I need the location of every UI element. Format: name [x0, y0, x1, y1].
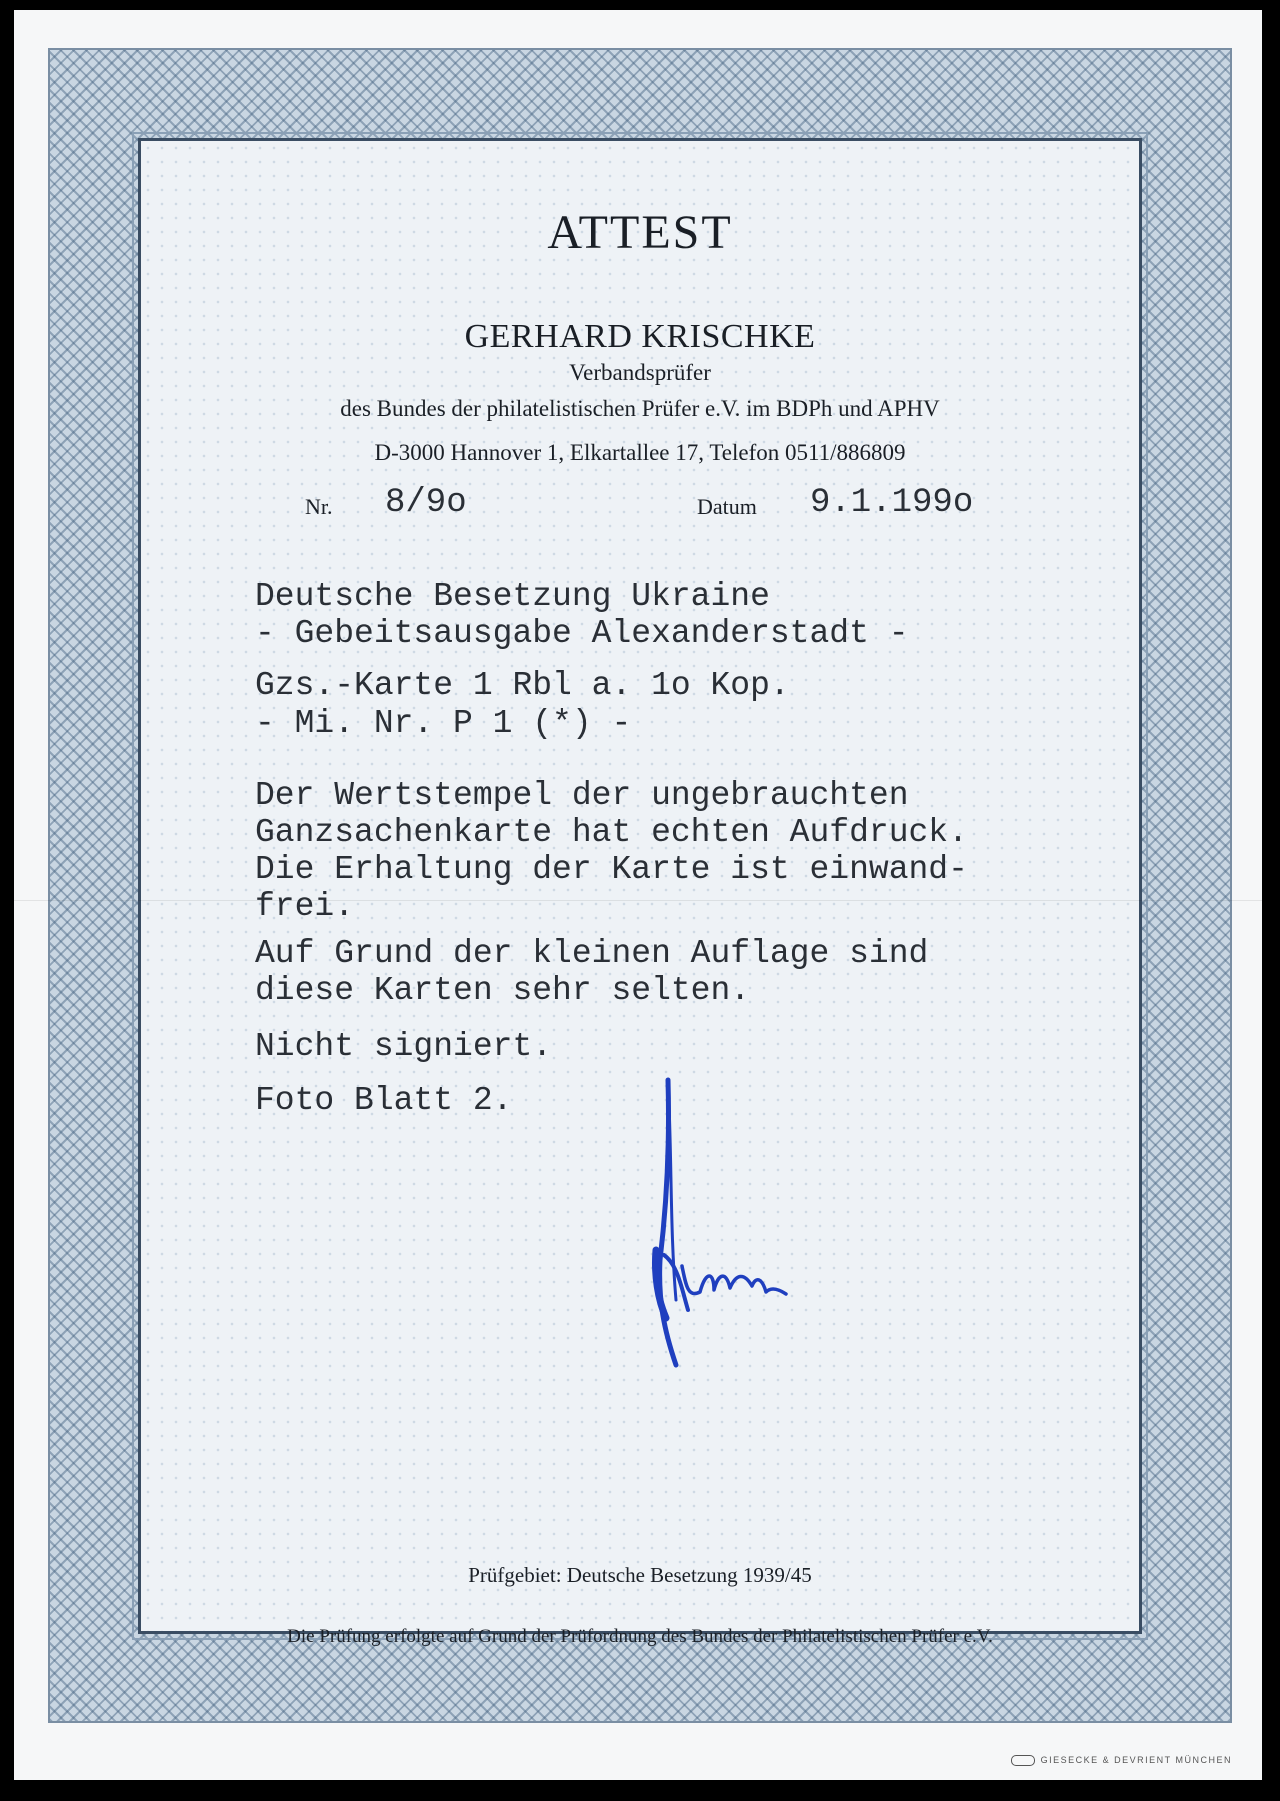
document-title: ATTEST [547, 206, 733, 259]
signature [640, 1060, 800, 1400]
printer-name: GIESECKE & DEVRIENT MÜNCHEN [1040, 1755, 1232, 1765]
nr-value: 8/9o [385, 484, 467, 522]
examiner-address: D-3000 Hannover 1, Elkartallee 17, Telefon 0511/886809 [374, 440, 906, 465]
printer-imprint [1011, 1755, 1232, 1766]
subject-line-4: - Mi. Nr. P 1 (*) - [255, 705, 632, 742]
examiner-association: des Bundes der philatelistischen Prüfer e.V. im BDPh und APHV [340, 396, 940, 421]
nr-label: Nr. [305, 494, 333, 519]
examiner-role: Verbandsprüfer [569, 360, 711, 385]
examination-area: Prüfgebiet: Deutsche Besetzung 1939/45 [468, 1563, 812, 1587]
subject-line-1: Deutsche Besetzung Ukraine [255, 578, 770, 615]
opinion-paragraph-2: Auf Grund der kleinen Auflage sind diese Karten sehr selten. [255, 935, 929, 1009]
subject-line-3: Gzs.-Karte 1 Rbl a. 1o Kop. [255, 667, 790, 704]
datum-value: 9.1.199o [810, 484, 974, 522]
fold-line [14, 900, 1262, 901]
printer-logo-icon [1011, 1755, 1035, 1766]
examiner-name: GERHARD KRISCHKE [464, 318, 816, 355]
photo-line: Foto Blatt 2. [255, 1082, 513, 1119]
datum-label: Datum [697, 494, 757, 519]
not-signed-line: Nicht signiert. [255, 1028, 553, 1065]
subject-line-2: - Gebeitsausgabe Alexanderstadt - [255, 615, 909, 652]
examination-basis: Die Prüfung erfolgte auf Grund der Prüfordnung des Bundes der Philatelistischen Prüfer e.V. [287, 1626, 993, 1647]
opinion-paragraph-1: Der Wertstempel der ungebrauchten Ganzsachenkarte hat echten Aufdruck. Die Erhaltung der Karte ist einwand- frei. [255, 777, 968, 925]
